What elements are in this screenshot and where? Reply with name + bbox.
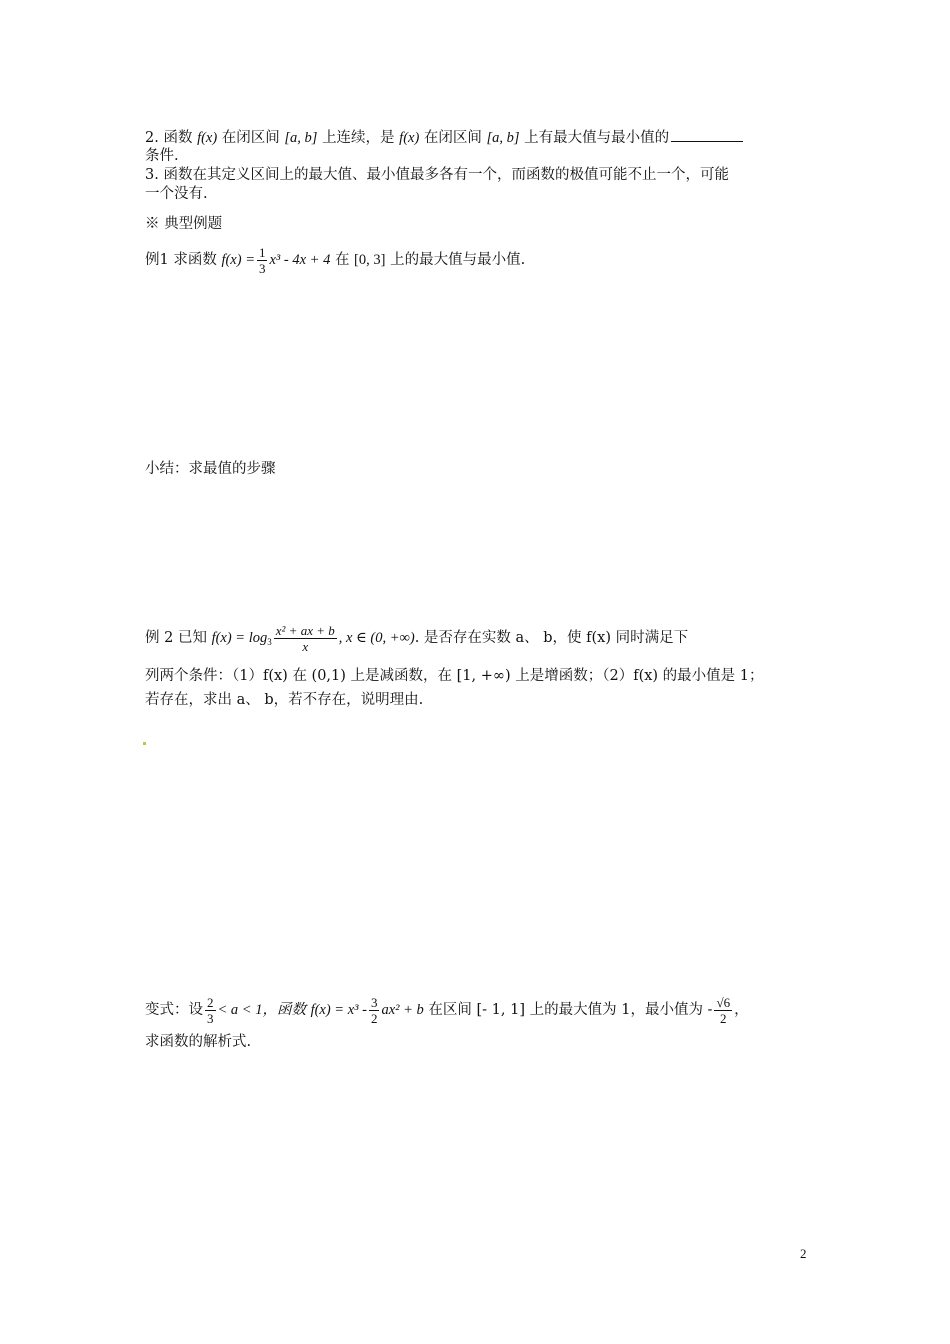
item-2-interval-1: [a, b] (284, 130, 318, 146)
item-2-tail: 条件. (145, 148, 179, 164)
example-1 (145, 243, 525, 277)
answer-blank (671, 127, 743, 142)
example-2-line-1 (145, 618, 688, 662)
fraction-numerator: 2 (207, 994, 214, 1010)
example-2-fraction (274, 623, 337, 654)
variant-fx: f(x) = x³ - (310, 1002, 367, 1018)
variant-expression: ax² + b (381, 1002, 424, 1018)
example-2-domain: , x ∈ (0, +∞) (338, 630, 415, 646)
example-1-fx: f(x) = (221, 252, 255, 268)
item-2-fx-2: f(x) (399, 130, 420, 146)
fraction-denominator: x (302, 638, 309, 654)
item-2-mid4: 上有最大值与最小值的 (524, 130, 670, 146)
example-1-expression: x³ - 4x + 4 (269, 252, 331, 268)
variant-comma: ， (734, 1002, 749, 1018)
example-1-interval: [0, 3] (354, 252, 386, 268)
example-2-line-2: 列两个条件：（1）f(x) 在 (0,1) 上是减函数，在 [1, +∞) 上是增函数；（2）f(x) 的最小值是 1； (145, 668, 764, 684)
example-1-fraction (257, 245, 268, 276)
artifact-dot (143, 742, 146, 745)
example-2-label: 例 2 已知 (145, 630, 207, 646)
fraction-denominator: 3 (207, 1010, 214, 1026)
fraction-denominator: 2 (370, 1010, 378, 1026)
fraction-numerator: x² + ax + b (275, 622, 335, 638)
item-3-line-1: 3. 函数在其定义区间上的最大值、最小值最多各有一个，而函数的极值可能不止一个，可能 (145, 167, 729, 183)
variant-fraction-2 (369, 995, 380, 1026)
example-2-line-1-tail: . 是否存在实数 a、 b，使 f(x) 同时满足下 (414, 630, 689, 646)
variant-line-2: 求函数的解析式. (145, 1034, 252, 1050)
example-1-tail: 上的最大值与最小值. (390, 252, 526, 268)
item-2-interval-2: [a, b] (486, 130, 520, 146)
variant-mid: 在区间 [- 1, 1] 上的最大值为 1，最小值为 - (428, 1002, 713, 1018)
variant-label: 变式：设 (145, 1002, 203, 1018)
example-1-label: 例1 求函数 (145, 252, 217, 268)
item-2-mid1: 在闭区间 (221, 130, 280, 146)
summary: 小结：求最值的步骤 (145, 461, 276, 477)
section-title: ※ 典型例题 (145, 216, 223, 232)
example-2-fx: f(x) = log (211, 630, 268, 646)
page-number: 2 (800, 1246, 807, 1261)
item-2-line (145, 127, 743, 148)
variant-fraction-3 (714, 995, 732, 1026)
item-2-fx: f(x) (197, 130, 218, 146)
variant-condition: < a < 1，函数 (217, 1002, 306, 1018)
fraction-numerator: √6 (716, 994, 731, 1010)
item-2-prefix: 2. 函数 (145, 130, 193, 146)
example-2-line-3: 若存在，求出 a、 b，若不存在，说明理由. (145, 692, 424, 708)
item-2-mid3: 在闭区间 (423, 130, 482, 146)
variant-fraction-1 (205, 995, 216, 1026)
fraction-denominator: 3 (258, 260, 266, 276)
item-3-line-2: 一个没有. (145, 186, 208, 202)
example-1-mid: 在 (334, 252, 350, 268)
fraction-denominator: 2 (720, 1010, 727, 1026)
fraction-numerator: 3 (370, 994, 378, 1010)
item-2-mid2: 上连续，是 (322, 130, 395, 146)
log-base: 3 (267, 637, 272, 647)
fraction-numerator: 1 (258, 244, 266, 260)
variant-line-1 (145, 990, 749, 1030)
